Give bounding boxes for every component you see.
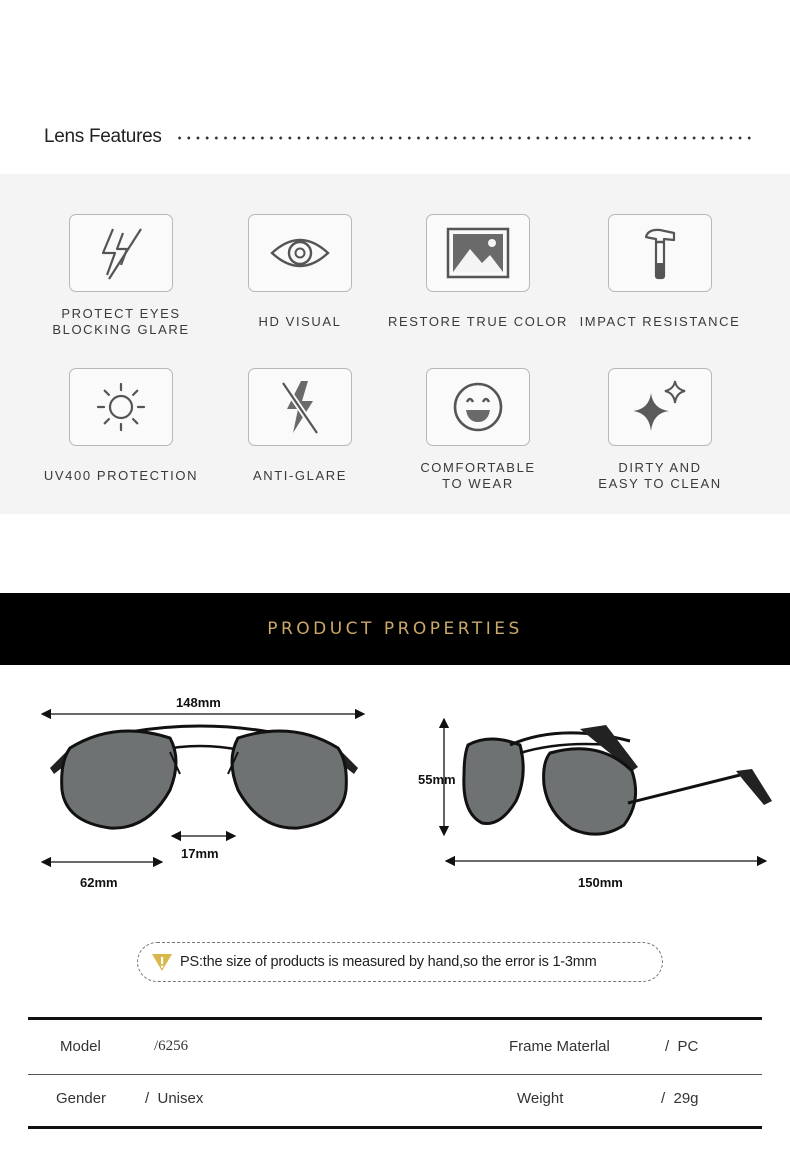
dim-temple-length: 150mm	[578, 875, 623, 890]
lightning-icon	[69, 214, 173, 292]
feature-hd-visual	[210, 214, 390, 330]
banner-title: PRODUCT PROPERTIES	[267, 619, 523, 639]
smile-icon	[426, 368, 530, 446]
table-row-divider	[28, 1074, 762, 1075]
warning-icon	[150, 951, 174, 973]
feature-uv400	[31, 368, 211, 484]
measurement-note	[137, 942, 663, 982]
picture-icon	[426, 214, 530, 292]
table-top-rule	[28, 1017, 762, 1020]
features-panel	[0, 174, 790, 514]
spec-weight-label: Weight	[517, 1090, 564, 1107]
spec-material-value: / PC	[665, 1038, 699, 1055]
no-glare-icon	[248, 368, 352, 446]
feature-impact	[570, 214, 750, 330]
hammer-icon	[608, 214, 712, 292]
dim-lens-width: 62mm	[80, 875, 118, 890]
spec-material-label: Frame Materlal	[509, 1038, 610, 1055]
table-bottom-rule	[28, 1126, 762, 1129]
feature-label: COMFORTABLE TO WEAR	[420, 460, 536, 491]
spec-model-label: Model	[60, 1038, 101, 1055]
feature-label: HD VISUAL	[258, 314, 342, 329]
dotted-divider	[175, 131, 755, 145]
note-text: PS:the size of products is measured by hand,so the error is 1-3mm	[180, 954, 597, 970]
feature-label: DIRTY AND EASY TO CLEAN	[598, 460, 722, 491]
spec-gender-label: Gender	[56, 1090, 107, 1107]
feature-label: PROTECT EYES BLOCKING GLARE	[52, 306, 190, 337]
feature-comfortable	[388, 368, 568, 492]
feature-label: UV400 PROTECTION	[43, 468, 199, 483]
spec-weight-value: / 29g	[661, 1090, 699, 1107]
feature-label: IMPACT RESISTANCE	[579, 314, 741, 329]
feature-easy-clean	[570, 368, 750, 492]
eye-icon	[248, 214, 352, 292]
product-properties-banner	[0, 593, 790, 665]
feature-protect-eyes	[31, 214, 211, 338]
section-title: Lens Features	[44, 126, 162, 147]
sun-icon	[69, 368, 173, 446]
dim-lens-height: 55mm	[418, 772, 456, 787]
feature-true-color	[388, 214, 568, 330]
sparkle-icon	[608, 368, 712, 446]
dim-bridge: 17mm	[181, 846, 219, 861]
front-view-diagram	[30, 690, 380, 900]
spec-gender-value: / Unisex	[145, 1090, 204, 1107]
feature-label: RESTORE TRUE COLOR	[388, 314, 569, 329]
side-view-diagram	[410, 705, 780, 880]
feature-anti-glare	[210, 368, 390, 484]
dim-total-width: 148mm	[176, 695, 221, 710]
feature-label: ANTI-GLARE	[252, 468, 347, 483]
spec-model-value: /6256	[154, 1038, 189, 1054]
